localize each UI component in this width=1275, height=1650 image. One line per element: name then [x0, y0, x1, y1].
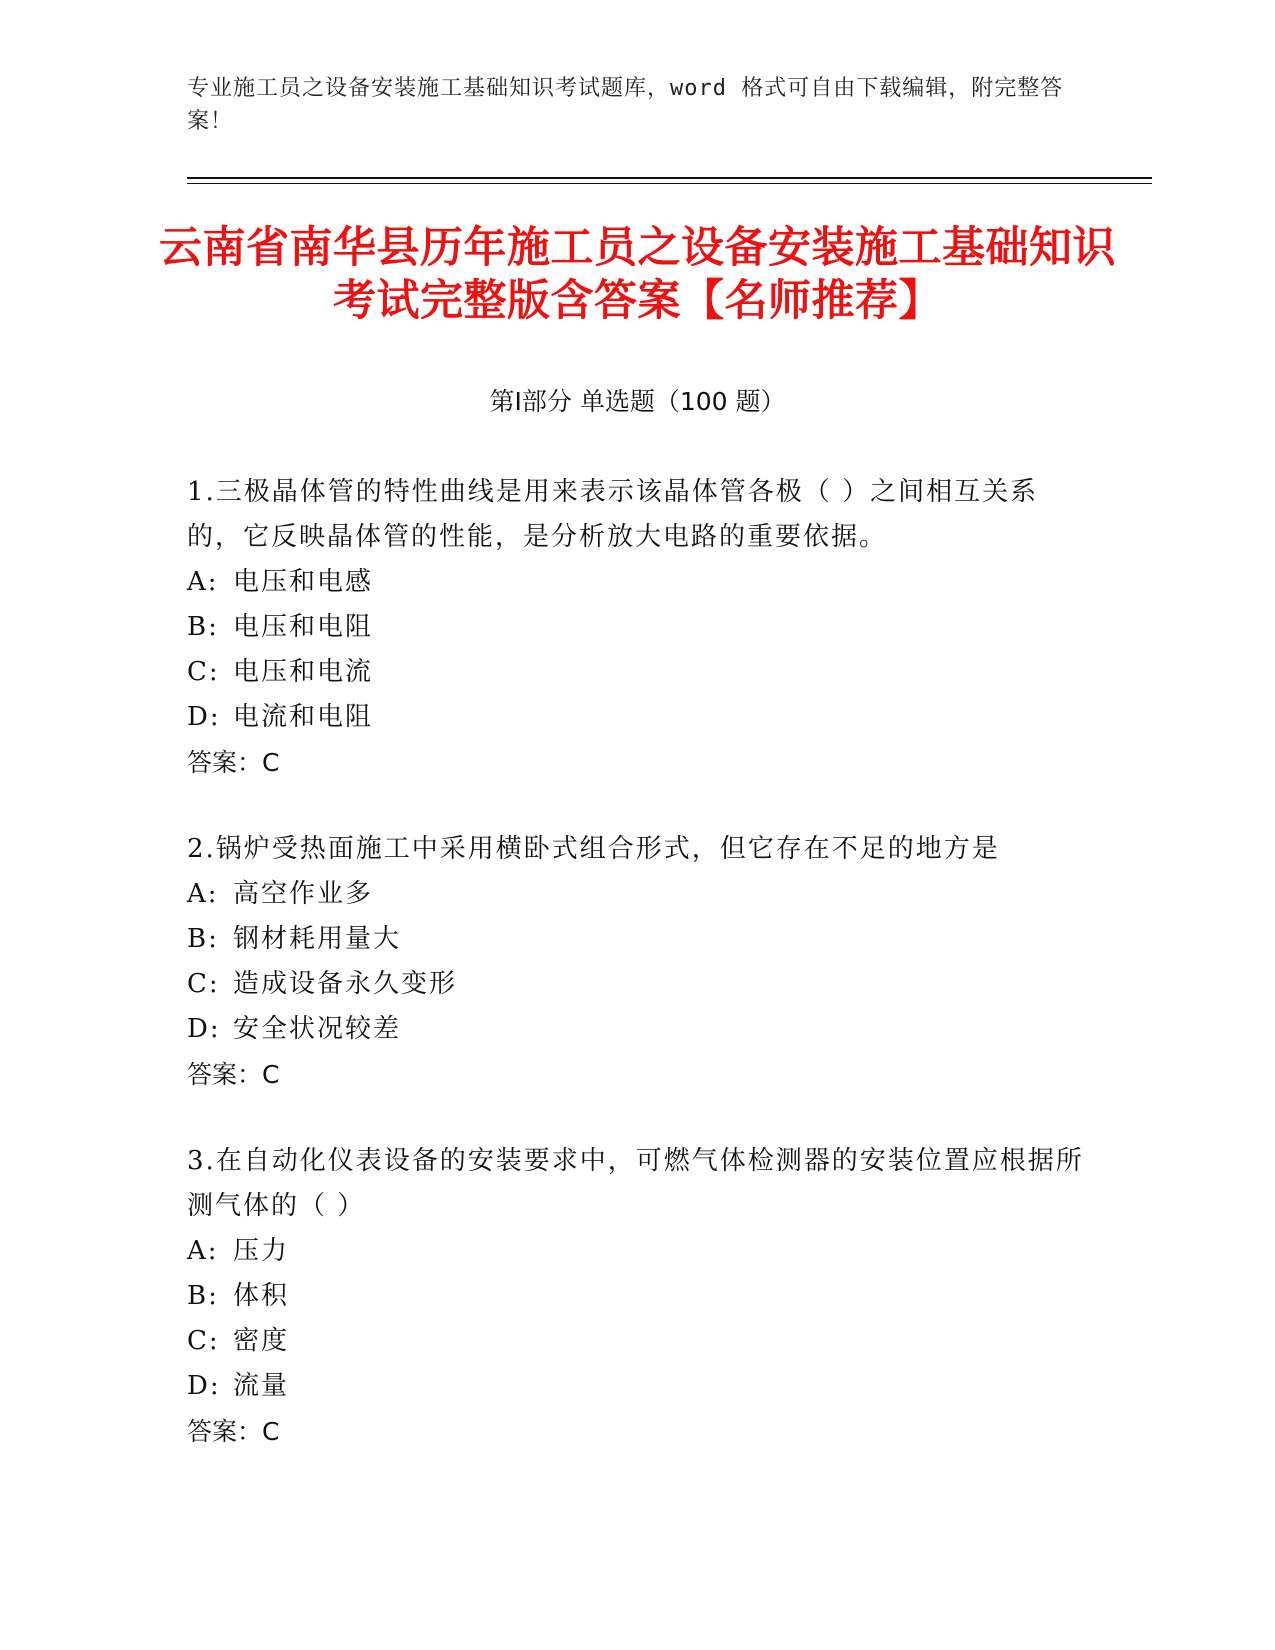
- option-b: [187, 917, 1087, 962]
- option-a: [187, 1229, 1087, 1274]
- option-text: 体积: [233, 1281, 290, 1311]
- option-text: 钢材耗用量大: [233, 924, 402, 954]
- section-heading: 第Ⅰ部分 单选题（100 题）: [489, 387, 786, 416]
- option-text: 流量: [233, 1371, 290, 1401]
- option-c: [187, 650, 1087, 695]
- option-text: 压力: [233, 1236, 290, 1266]
- option-b: [187, 1274, 1087, 1319]
- option-letter: C:: [187, 969, 220, 999]
- option-text: 电压和电感: [233, 567, 374, 597]
- question-item: [187, 470, 1087, 785]
- option-letter: A:: [187, 879, 219, 909]
- question-item: [187, 1139, 1087, 1454]
- option-letter: C:: [187, 1326, 220, 1356]
- option-letter: D:: [187, 1014, 221, 1044]
- question-stem: 3.在自动化仪表设备的安装要求中，可燃气体检测器的安装位置应根据所测气体的（ ）: [187, 1146, 1084, 1221]
- question-stem: 1.三极晶体管的特性曲线是用来表示该晶体管各极（ ）之间相互关系的，它反映晶体管的性能，是分析放大电路的重要依据。: [187, 477, 1039, 552]
- option-text: 高空作业多: [233, 879, 374, 909]
- header-rule-thin: [187, 183, 1152, 184]
- question-list: [187, 470, 1087, 1496]
- answer-line: 答案：C: [187, 1060, 280, 1089]
- option-letter: B:: [187, 1281, 219, 1311]
- option-letter: A:: [187, 1236, 219, 1266]
- option-letter: D:: [187, 702, 221, 732]
- option-text: 电压和电阻: [233, 612, 374, 642]
- option-a: [187, 872, 1087, 917]
- option-letter: D:: [187, 1371, 221, 1401]
- header-note: 专业施工员之设备安装施工基础知识考试题库，word 格式可自由下载编辑，附完整答案！: [187, 76, 1064, 134]
- answer-line: 答案：C: [187, 1417, 280, 1446]
- option-d: [187, 695, 1087, 740]
- option-d: [187, 1007, 1087, 1052]
- option-text: 密度: [233, 1326, 290, 1356]
- option-text: 电压和电流: [233, 657, 374, 687]
- option-c: [187, 962, 1087, 1007]
- option-letter: A:: [187, 567, 219, 597]
- option-text: 造成设备永久变形: [233, 969, 458, 999]
- option-text: 安全状况较差: [233, 1014, 402, 1044]
- option-c: [187, 1319, 1087, 1364]
- option-letter: C:: [187, 657, 220, 687]
- answer-line: 答案：C: [187, 748, 280, 777]
- option-letter: B:: [187, 612, 219, 642]
- document-title: 云南省南华县历年施工员之设备安装施工基础知识考试完整版含答案【名师推荐】: [159, 223, 1116, 326]
- question-item: [187, 827, 1087, 1097]
- option-d: [187, 1364, 1087, 1409]
- option-letter: B:: [187, 924, 219, 954]
- option-a: [187, 560, 1087, 605]
- option-text: 电流和电阻: [233, 702, 374, 732]
- option-b: [187, 605, 1087, 650]
- question-stem: 2.锅炉受热面施工中采用横卧式组合形式，但它存在不足的地方是: [187, 834, 1000, 864]
- header-rule-thick: [187, 177, 1152, 179]
